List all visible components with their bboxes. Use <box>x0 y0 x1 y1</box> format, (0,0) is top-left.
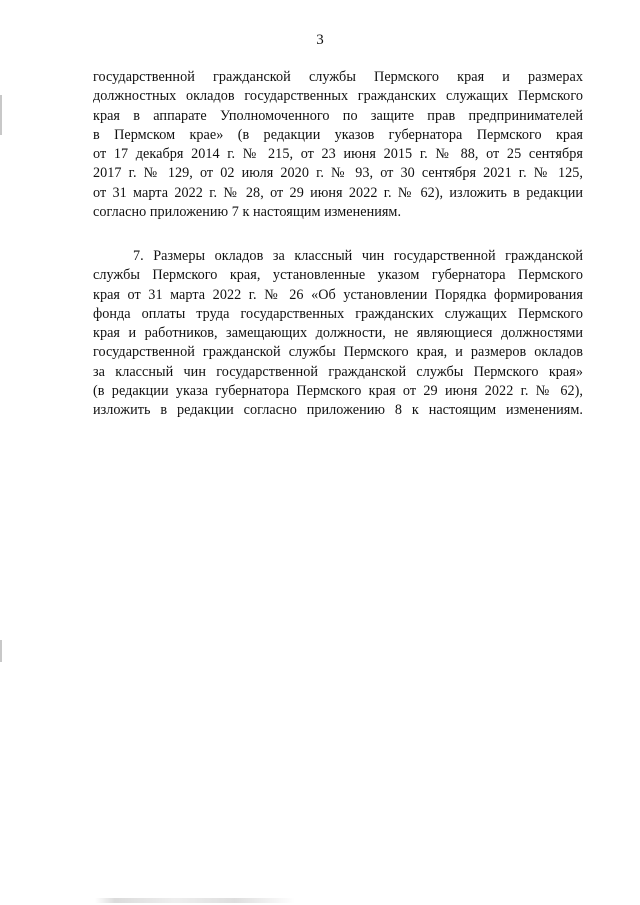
text-line: от 31 марта 2022 г. № 28, от 29 июня 2022 г. № 62), изложить в редакции <box>93 184 583 201</box>
scan-edge-mark <box>0 95 2 135</box>
text-line: края от 31 марта 2022 г. № 26 «Об установлении Порядка формирования <box>93 286 583 303</box>
scan-footer-smudge <box>95 898 295 903</box>
text-line: за классный чин государственной гражданской службы Пермского края» <box>93 363 583 380</box>
text-line: службы Пермского края, установленные указом губернатора Пермского <box>93 267 583 284</box>
paragraph-continuation <box>93 68 583 222</box>
text-line: государственной гражданской службы Пермского края, и размеров окладов <box>93 344 583 361</box>
text-line: 7. Размеры окладов за классный чин государственной гражданской <box>133 248 583 264</box>
text-line: фонда оплаты труда государственных гражданских служащих Пермского <box>93 305 583 322</box>
text-line: согласно приложению 7 к настоящим изменениям. <box>93 204 402 221</box>
paragraph-item-7 <box>93 247 583 421</box>
scan-edge-mark <box>0 640 2 662</box>
text-line: должностных окладов государственных гражданских служащих Пермского <box>93 88 583 105</box>
text-line: края и работников, замещающих должности, не являющиеся должностями <box>93 325 583 342</box>
text-line: (в редакции указа губернатора Пермского края от 29 июня 2022 г. № 62), <box>93 383 583 400</box>
text-line: 2017 г. № 129, от 02 июля 2020 г. № 93, от 30 сентября 2021 г. № 125, <box>93 165 583 182</box>
text-line: изложить в редакции согласно приложению 8 к настоящим изменениям. <box>93 402 583 419</box>
text-line: от 17 декабря 2014 г. № 215, от 23 июня 2015 г. № 88, от 25 сентября <box>93 146 583 163</box>
text-line: края в аппарате Уполномоченного по защите прав предпринимателей <box>93 107 583 124</box>
page-number: 3 <box>316 32 324 48</box>
text-line: государственной гражданской службы Пермского края и размерах <box>93 69 583 85</box>
text-line: в Пермском крае» (в редакции указов губернатора Пермского края <box>93 126 583 143</box>
